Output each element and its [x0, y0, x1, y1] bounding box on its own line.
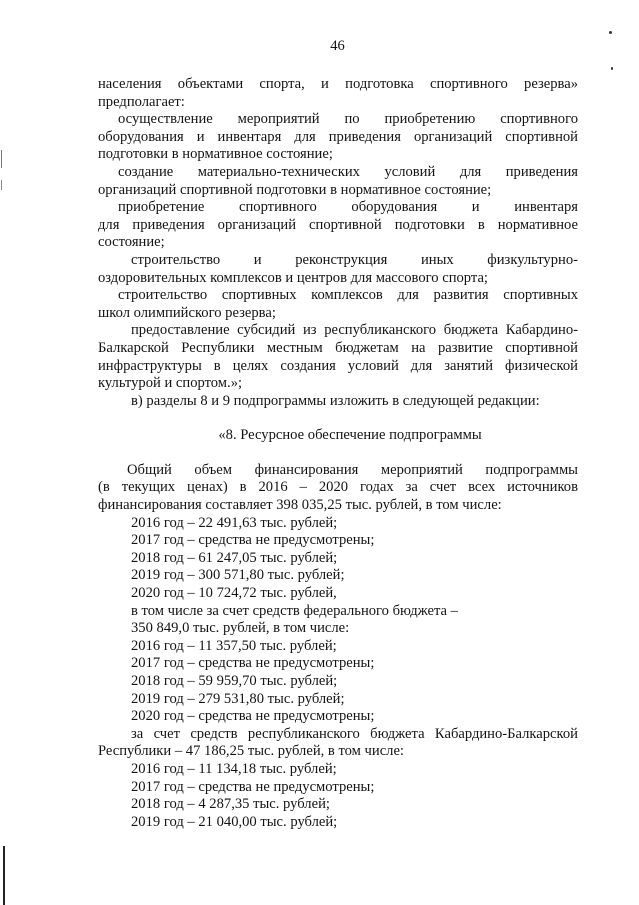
- text-line: Республики – 47 186,25 тыс. рублей, в том числе:: [98, 743, 404, 760]
- text-line: 2019 год – 300 571,80 тыс. рублей;: [131, 567, 345, 584]
- page-number: 46: [330, 38, 345, 54]
- text-line: предоставление субсидий из республиканского бюджета Кабардино-: [131, 322, 578, 339]
- text-line: создание материально-технических условий для приведения: [118, 163, 578, 180]
- text-line: в том числе за счет средств федерального бюджета –: [131, 602, 458, 619]
- text-line: приобретение спортивного оборудования и инвентаря: [118, 199, 578, 216]
- text-line: 2017 год – средства не предусмотрены;: [131, 655, 375, 672]
- text-line: 2019 год – 21 040,00 тыс. рублей;: [131, 813, 338, 830]
- text-line: финансирования составляет 398 035,25 тыс. рублей, в том числе:: [98, 497, 502, 514]
- scan-mark: [1, 180, 2, 190]
- text-line: (в текущих ценах) в 2016 – 2020 годах за счет всех источников: [98, 479, 578, 496]
- text-line: подготовки в нормативное состояние;: [98, 146, 333, 163]
- text-line: организаций спортивной подготовки в нормативное состояние;: [98, 181, 492, 198]
- text-line: инфраструктуры в целях создания условий для занятий физической: [98, 357, 578, 374]
- scan-mark: [609, 31, 612, 34]
- text-line: 2017 год – средства не предусмотрены;: [131, 778, 375, 795]
- scan-edge-line: [3, 846, 5, 905]
- text-line: 2016 год – 11 134,18 тыс. рублей;: [131, 760, 337, 777]
- text-line: 2017 год – средства не предусмотрены;: [131, 532, 375, 549]
- text-line: за счет средств республиканского бюджета Кабардино-Балкарской: [131, 725, 578, 742]
- text-line: в) разделы 8 и 9 подпрограммы изложить в следующей редакции:: [131, 392, 540, 409]
- text-line: осуществление мероприятий по приобретению спортивного: [118, 111, 578, 128]
- text-line: 2018 год – 4 287,35 тыс. рублей;: [131, 796, 330, 813]
- text-line: 2018 год – 61 247,05 тыс. рублей;: [131, 549, 338, 566]
- text-line: 2019 год – 279 531,80 тыс. рублей;: [131, 690, 345, 707]
- text-line: Общий объем финансирования мероприятий подпрограммы: [127, 461, 578, 478]
- text-line: строительство и реконструкция иных физкультурно-: [131, 251, 578, 268]
- text-line: населения объектами спорта, и подготовка спортивного резерва»: [98, 76, 578, 92]
- text-line: 2020 год – средства не предусмотрены;: [131, 708, 375, 725]
- scan-mark: [1, 150, 2, 168]
- section-heading: «8. Ресурсное обеспечение подпрограммы: [218, 427, 482, 444]
- text-line: школ олимпийского резерва;: [98, 304, 276, 321]
- text-line: 2016 год – 11 357,50 тыс. рублей;: [131, 637, 337, 654]
- text-line: предполагает:: [98, 93, 185, 110]
- text-line: состояние;: [98, 234, 165, 251]
- scan-mark: [611, 67, 613, 70]
- text-line: 350 849,0 тыс. рублей, в том числе:: [131, 620, 350, 637]
- body-text: [98, 76, 578, 831]
- text-line: оздоровительных комплексов и центров для массового спорта;: [98, 269, 488, 286]
- text-line: 2018 год – 59 959,70 тыс. рублей;: [131, 673, 338, 689]
- text-line: Балкарской Республики местным бюджетам на развитие спортивной: [98, 339, 578, 356]
- text-line: для приведения организаций спортивной подготовки в нормативное: [98, 216, 578, 233]
- text-line: оборудования и инвентаря для приведения организаций спортивной: [98, 128, 578, 145]
- text-line: 2020 год – 10 724,72 тыс. рублей,: [131, 585, 337, 602]
- text-line: культурой и спортом.»;: [98, 375, 243, 392]
- text-line: 2016 год – 22 491,63 тыс. рублей;: [131, 514, 338, 531]
- text-line: строительство спортивных комплексов для развития спортивных: [118, 287, 578, 304]
